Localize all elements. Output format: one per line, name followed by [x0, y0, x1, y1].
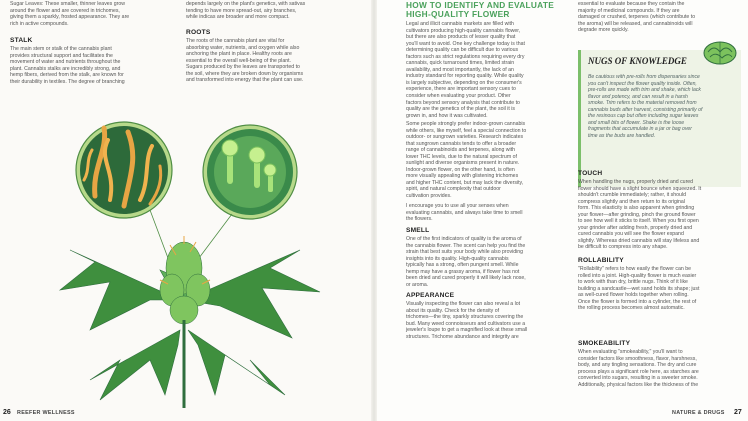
- stalk-text: The main stem or stalk of the cannabis plant provides structural support and facilitates the movement of water and nutrients throughout the plant. Cannabis stalks are incredibly strong, and hemp fibers, derived from the stalk, are known for their durability in textiles. The degree of branching: [10, 46, 125, 85]
- senses-paragraph: I encourage you to use all your senses when evaluating cannabis, and always take time to smell the flowers.: [406, 203, 523, 223]
- trichome-closeup-circle: [76, 122, 172, 218]
- rollability-heading: ROLLABILITY: [578, 257, 624, 264]
- brain-icon: [700, 38, 740, 68]
- sugar-leaves-text: Sugar Leaves: These smaller, thinner leaves grow around the flower and are covered in trichomes, giving them a sparkly, frosted appearance. They are rich in active compounds.: [10, 1, 130, 27]
- branching-text: depends largely on the plant's genetics, with sativas tending to have more spread-out, airy branches, while indicas are broader and more compact.: [186, 1, 306, 21]
- touch-heading: TOUCH: [578, 170, 603, 177]
- box-text: Be cautious with pre-rolls from dispensaries since you can't inspect the flower quality inside. Often, pre-rolls are made with trim and shake, which lack flavor and potency, and can result in a harsh smoke. Trim refers to the material removed from cannabis buds after harvest, consisting primarily of the resinous cap but often including sugar leaves and small bits of flower. Shake is the loose fragments that accumulate in a jar or bag over time as the buds are handled.: [588, 74, 703, 139]
- right-page-number: 27: [734, 409, 742, 416]
- intro-paragraph: Legal and illicit cannabis markets are filled with cultivators producing high-quality cannabis flower, but there are also products of lesser quality that you'll want to avoid. One key challenge today is that determining quality can be difficult due to various factors such as strict regulations requiring every dry cannabis, quick turnaround times, limited strain availability, and most importantly, the lack of an industry standard for reporting quality. While quality is largely subjective, depending on the consumer's experience, there are important sensory cues to consider when evaluating your product. Other factors beyond sensory analysis that contribute to quality are the genetics of the plant, the soil it is grown in, and how it was cultivated.: [406, 21, 525, 119]
- roots-text: The roots of the cannabis plant are vital for absorbing water, nutrients, and oxygen while also anchoring the plant in place. Healthy roots are essential to the overall well-being of the plant. Sugars produced by the leaves are transported to the soil, where they are broken down by organisms and transformed into energy that the plant can use.: [186, 38, 304, 84]
- smokeability-text: When evaluating "smokeability," you'll want to consider factors like smoothness, flavor, harshness, body, and any tingling sensations. The dry and cure process plays a significant role here, as starches are converted into sugars, resulting in a sweeter smoke. Additionally, physical factors like the thickness of the: [578, 349, 699, 388]
- trichome-continued-text: essential to evaluate because they contain the majority of medicinal compounds. If they are damaged or crushed, terpenes (which contribute to the aroma) will be released, and cannabinoids will degrade more quickly.: [578, 1, 696, 34]
- cannabis-plant-illustration: [0, 0, 372, 408]
- stalk-heading: STALK: [10, 37, 33, 44]
- smokeability-heading: SMOKEABILITY: [578, 340, 631, 347]
- left-page-number: 26: [3, 409, 11, 416]
- roots-heading: ROOTS: [186, 29, 211, 36]
- main-heading-line2: HIGH-QUALITY FLOWER: [406, 9, 510, 19]
- rollability-text: "Rollability" refers to how easily the flower can be rolled into a joint. High-quality flower is much easier to work with than dry, brittle nugs. Think of it like building a sandcastle—wet sand holds its shape; just as well-cured flower holds together when rolling. Once the flower is formed into a cylinder, the rest of the rolling process becomes almost automatic.: [578, 266, 700, 312]
- flower-bud: [160, 242, 210, 324]
- right-footer-title: NATURE & DRUGS: [672, 410, 725, 416]
- resin-gland-closeup-circle: [203, 125, 297, 219]
- smell-heading: SMELL: [406, 227, 430, 234]
- touch-text: When handling the nugs, properly dried and cured flower should have a slight bounce when squeezed. It shouldn't crumble immediately; rather, it should compress slightly and then return to its original form. This elasticity is also apparent when grinding your flower—after grinding, pinch the ground flower to see how well it sticks to itself. When you first open your grinder after adding fresh, properly dried and cured cannabis you will see the flower expand slightly. Whereas dried cannabis will stay lifeless and be difficult to compress into any shape.: [578, 179, 702, 251]
- appearance-text: Visually inspecting the flower can also reveal a lot about its quality. Check for the density of trichomes—the tiny, sparkly structures covering the bud. Many weed connoisseurs and cultivators use a jeweler's loupe to get a magnified look at these small structures. Trichome abundance and integrity are: [406, 301, 528, 340]
- left-footer-title: REEFER WELLNESS: [17, 410, 75, 416]
- main-heading-line1: HOW TO IDENTIFY AND EVALUATE: [406, 0, 555, 10]
- smell-text: One of the first indicators of quality is the aroma of the cannabis flower. The scent can help you find the strain that best suits your body while also providing insights into its quality. High-quality cannabis typically has a strong, often pungent smell. While hemp may have a grassy aroma, if flower has not been dried and cured properly it will likely lack nose, or aroma.: [406, 236, 526, 288]
- box-title: NUGS OF KNOWLEDGE: [588, 56, 687, 66]
- appearance-heading: APPEARANCE: [406, 292, 455, 299]
- indoor-outdoor-paragraph: Some people strongly prefer indoor-grown cannabis while others, like myself, feel a special connection to outdoor- or sungrown varieties. Research indicates that sungrown cannabis tends to offer a broader range of cannabinoids and terpenes, along with lower THC levels, due to the natural spectrum of sunlight and diverse organisms present in nature. Indoor-grown flower, on the other hand, is often more visually appealing with glistening trichomes and higher THC content, but may lack the diversity, spirit, and natural complexity that outdoor cultivation provides.: [406, 121, 527, 200]
